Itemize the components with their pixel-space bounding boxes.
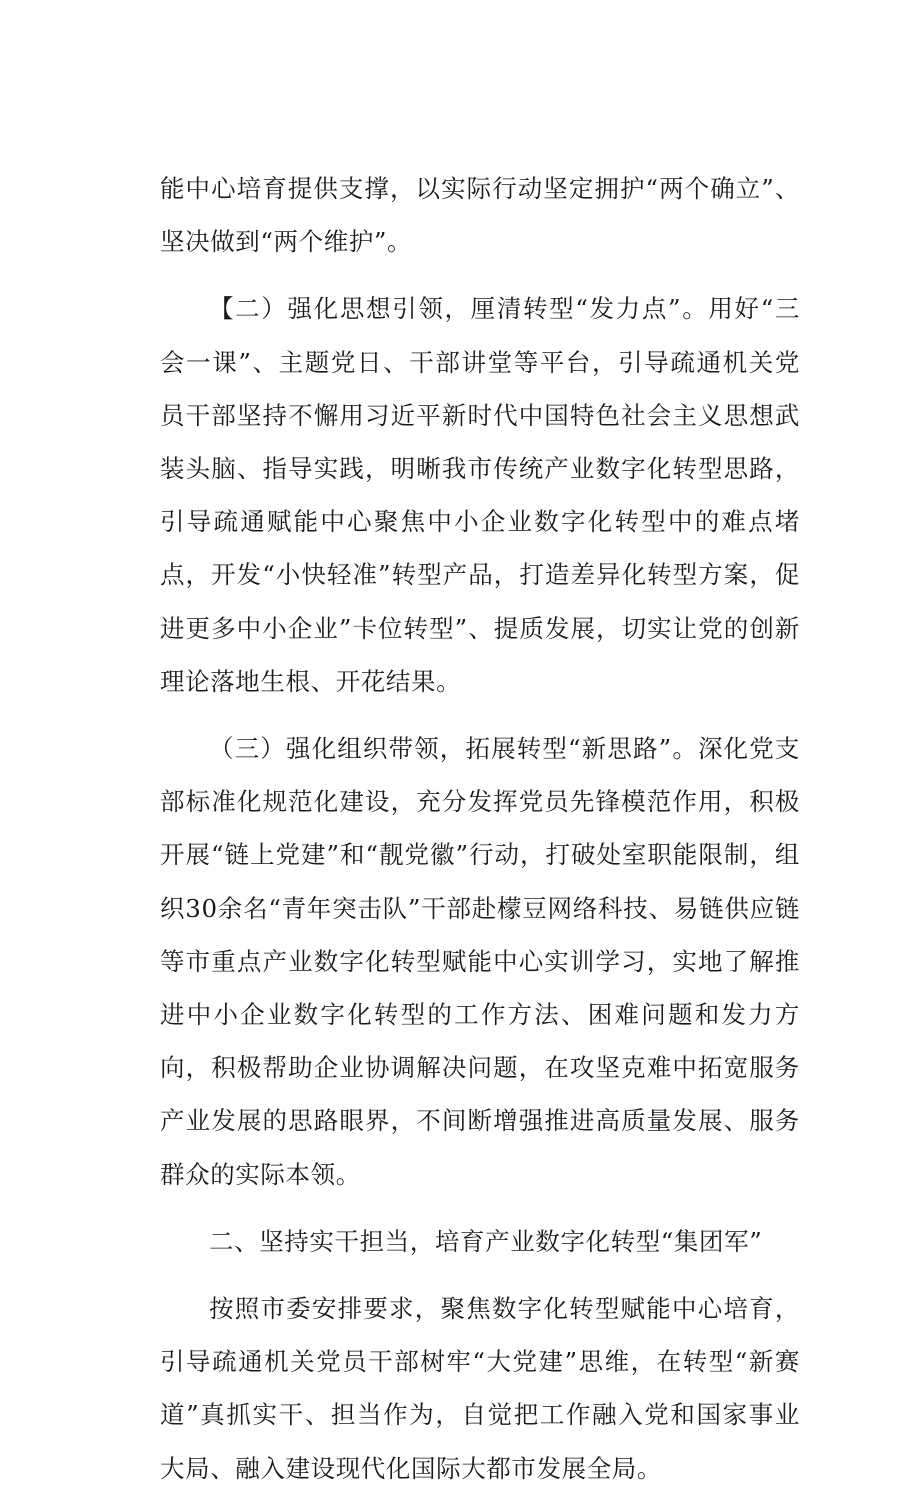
section-heading: 二、坚持实干担当，培育产业数字化转型“集团军”	[209, 1226, 763, 1256]
paragraph-body: 按照市委安排要求，聚焦数字化转型赋能中心培育，引导疏通机关党员干部树牢“大党建”思维，在转型“新赛道”真抓实干、担当作为，自觉把工作融入党和国家事业大局、融入建设现代化国际大都市发展全局。	[160, 1294, 800, 1483]
document-body	[160, 162, 800, 1509]
paragraph-section-2: 【二）强化思想引领，厘清转型“发力点”。用好“三会一课”、主题党日、干部讲堂等平台，引导疏通机关党员干部坚持不懈用习近平新时代中国特色社会主义思想武装头脑、指导实践，明晰我市传统产业数字化转型思路，引导疏通赋能中心聚焦中小企业数字化转型中的难点堵点，开发“小快轻准”转型产品，打造差异化转型方案，促进更多中小企业”卡位转型”、提质发展，切实让党的创新理论落地生根、开花结果。	[160, 294, 800, 696]
paragraph-section-3: （三）强化组织带领，拓展转型“新思路”。深化党支部标准化规范化建设，充分发挥党员先锋模范作用，积极开展“链上党建”和“靓党徽”行动，打破处室职能限制，组织30余名“青年突击队”干部赴檬豆网络科技、易链供应链等市重点产业数字化转型赋能中心实训学习，实地了解推进中小企业数字化转型的工作方法、困难问题和发力方向，积极帮助企业协调解决问题，在攻坚克难中拓宽服务产业发展的思路眼界，不间断增强推进高质量发展、服务群众的实际本领。	[160, 734, 800, 1189]
paragraph-continuation: 能中心培育提供支撑，以实际行动坚定拥护“两个确立”、坚决做到“两个维护”。	[160, 174, 800, 257]
